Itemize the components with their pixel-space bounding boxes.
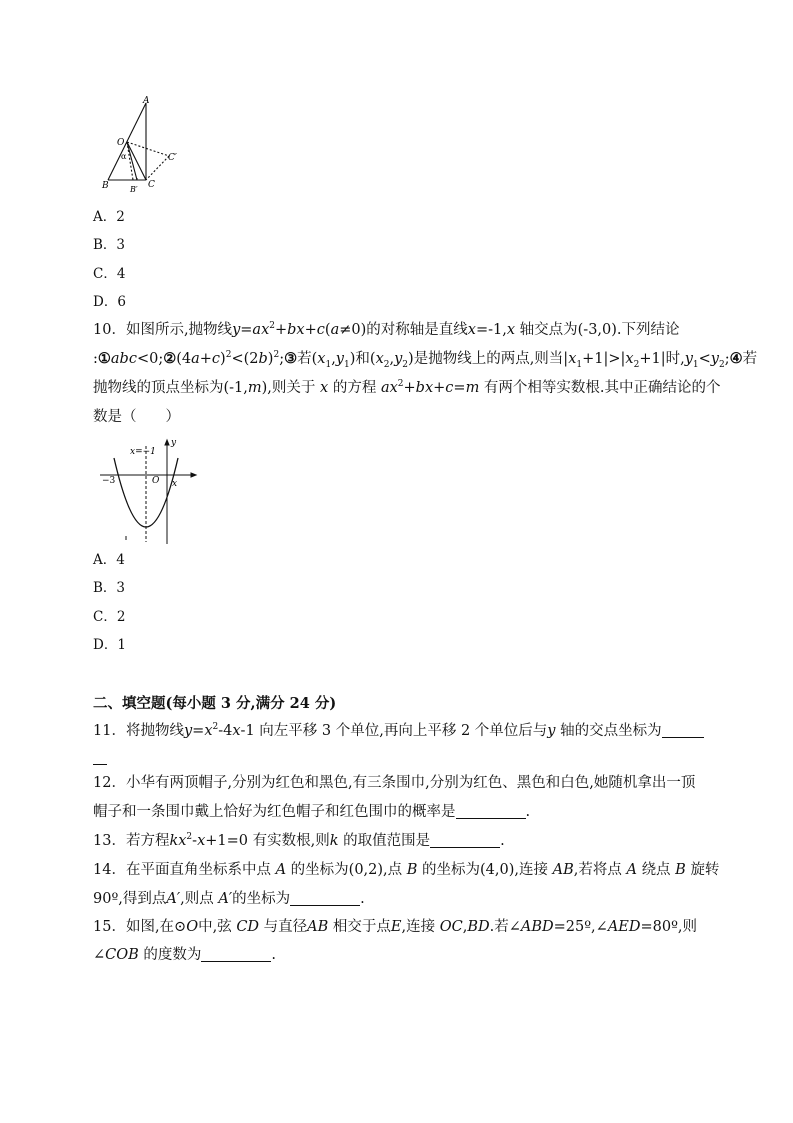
fig9-label-alpha: α [121,152,127,161]
q13-text-b: 有实数根,则 [252,833,330,849]
q15-number: 15． [93,919,126,935]
q13-number: 13． [93,833,126,849]
q10-option-b: B．3 [93,580,126,596]
q11-text-b: 向左平移 3 个单位,再向上平移 2 个单位后与 [259,723,548,739]
q15-text-d: 相交于点 [332,919,391,935]
q10-mark-1: ① [97,350,111,367]
q11-line-2 [93,748,701,768]
q13-text-a: 若方程 [125,833,170,849]
q12-number: 12． [93,775,126,791]
q10-text-line3d: 有两个相等实数根.其中正确结论的个 [483,380,721,396]
q15-text-f: .若∠ [489,919,521,935]
q12-line-1 [93,773,701,793]
q9-geometry-figure [98,92,188,194]
fig10-root-label: −3 [102,476,116,486]
fig9-label-B: B [102,181,109,191]
q15-text-a: 如图,在⊙ [125,919,187,935]
q15-text-h: =80º,则 [640,919,698,935]
q11-answer-blank-cont[interactable] [93,750,107,765]
q14-end: . [360,891,365,907]
q10-mark-4: ④ [729,350,743,367]
q15-text-j: 的度数为 [143,947,202,963]
q9-option-a: A．2 [93,209,125,225]
q13-answer-blank[interactable] [430,833,500,848]
q14-text-e: 绕点 [641,862,671,878]
fig9-label-B-prime: B′ [130,185,138,194]
fig10-x-label: x [172,479,178,489]
q9-option-d: D．6 [93,294,126,310]
q14-text-g: 90º,得到点 [93,891,167,907]
fig10-symmetry-label: x=−1 [130,447,156,457]
q9-option-c: C．4 [93,266,126,282]
q15-line-2: ∠COB 的度数为 . [93,947,277,963]
q13-text-c: 的取值范围是 [343,833,431,849]
q15-text-b: 中,弦 [198,919,232,935]
q13-line-1: 13．若方程$kx^2-x+1=0$ 有实数根,则k 的取值范围是 . [93,832,505,849]
section-2-title: 二、填空题(每小题 3 分,满分 24 分) [93,695,337,712]
q10-option-d: D．1 [93,637,126,653]
q15-answer-blank[interactable] [201,947,271,962]
q15-text-i: ∠ [93,947,106,963]
q10-line-1: 10．如图所示,抛物线$y=ax^2+bx+c(a\ne 0)$的对称轴是直线x=-1,x 轴交点为(-3,0).下列结论 [93,321,680,338]
q12-answer-blank[interactable] [456,804,526,819]
q15-end: . [271,947,277,963]
q10-option-a: A．4 [93,552,125,568]
fig10-y-label: y [171,438,177,448]
q10-number: 10． [93,322,126,338]
q10-line-3: 抛物线的顶点坐标为(-1,m),则关于 x 的方程 $ax^2+bx+c=m$ 有两个相等实数根.其中正确结论的个 [93,379,721,396]
q11-line-1: 11．将抛物线$y=x^2-4x-1$ 向左平移 3 个单位,再向上平移 2 个单位后与y 轴的交点坐标为 [93,721,701,741]
fig10-origin-label: O [152,476,160,486]
q14-answer-blank[interactable] [290,891,360,906]
q10-text-c: 轴交点为(-3,0).下列结论 [519,322,680,338]
q10-text-line3b: ),则关于 [261,380,316,396]
q10-text-b: 的对称轴是直线 [366,322,468,338]
q14-text-a: 在平面直角坐标系中点 [125,862,271,878]
q14-text-c: 的坐标为(4,0),连接 [422,862,548,878]
q14-text-b: 的坐标为(0,2),点 [290,862,403,878]
fig9-label-C-prime: C′ [168,153,177,163]
q10-lead-colon: : [93,351,98,367]
q11-text-c: 轴的交点坐标为 [560,723,662,739]
q10-mark-2: ② [163,350,177,367]
q14-number: 14． [93,862,126,878]
fig9-label-O: O [117,138,125,148]
q12-end: . [525,804,531,820]
q14-text-i: 的坐标为 [232,891,291,907]
q10-line-4: 数是（ ） [93,409,180,425]
q15-text-e: ,连接 [401,919,436,935]
q15-line-1: 15．如图,在⊙O中,弦 CD 与直径AB 相交于点E,连接 OC,BD.若∠ABD=25º,∠AED=80º,则 [93,919,698,935]
q14-line-2: 90º,得到点A′,则点 A′的坐标为 . [93,891,365,907]
q10-line-2: $:①abc<0;②(4a+c)^2<(2b)^2;③$若$(x_1,y_1)$和$(x_2,y_2)$是抛物线上的两点,则当$|x_1+1|>|x_2+1|$时$,y_1<y_2;④$若 [93,350,758,370]
q10-text-a: 如图所示,抛物线 [125,322,233,338]
q12-line-2 [93,802,701,822]
fig9-label-A: A [143,96,150,106]
q15-text-c: 与直径 [263,919,308,935]
q11-text-a: 将抛物线 [125,723,184,739]
q10-option-c: C．2 [93,609,126,625]
q14-line-1: 14．在平面直角坐标系中点 A 的坐标为(0,2),点 B 的坐标为(4,0),连接 AB,若将点 A 绕点 B 旋转 [93,862,720,878]
q10-parabola-figure [98,436,202,546]
q12-text-line2: 帽子和一条围巾戴上恰好为红色帽子和红色围巾的概率是 [93,804,456,820]
q14-text-f: 旋转 [690,862,720,878]
q10-text-line3: 抛物线的顶点坐标为(-1, [93,380,248,396]
q14-text-d: ,若将点 [573,862,622,878]
q14-text-h: ,则点 [180,891,214,907]
q13-end: . [500,833,505,849]
q11-number: 11． [93,723,126,739]
q10-text-line3c: 的方程 [332,380,377,396]
q15-text-g: =25º,∠ [553,919,608,935]
q12-text-line1: 小华有两顶帽子,分别为红色和黑色,有三条围巾,分别为红色、黑色和白色,她随机拿出一顶 [125,775,696,791]
q10-mark-3: ③ [284,350,298,367]
q9-option-b: B．3 [93,237,126,253]
q11-answer-blank[interactable] [662,723,704,738]
fig9-label-C: C [148,180,155,190]
